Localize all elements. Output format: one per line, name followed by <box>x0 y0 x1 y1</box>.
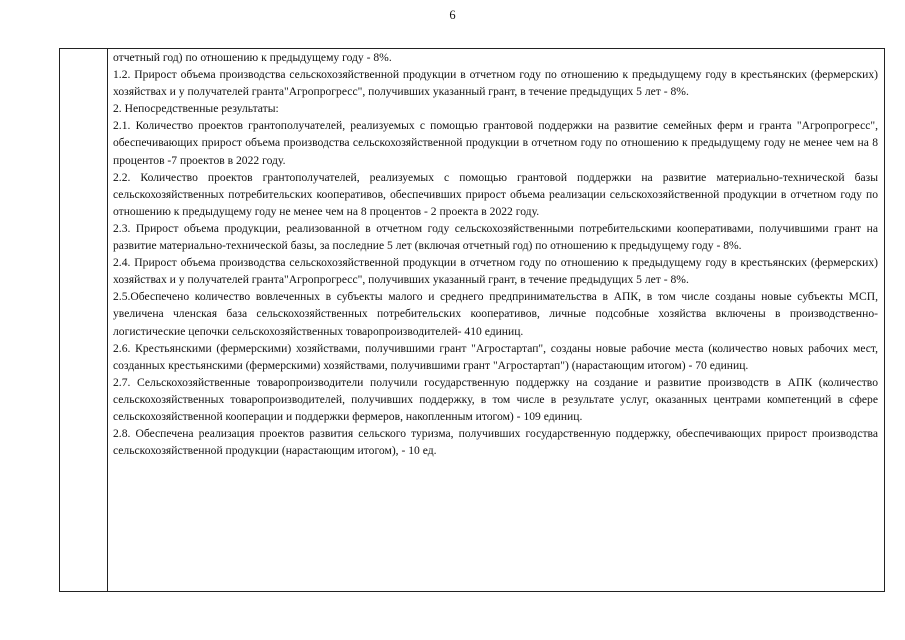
paragraph-2-5: 2.5.Обеспечено количество вовлеченных в субъекты малого и среднего предпринимательства в АПК, в том числе созданы новые субъекты МСП, увеличена членская база сельскохозяйственных потребительских кооперативов, личные подсобные хозяйства включены в производственно-логистические цепочки сельскохозяйственных товаропроизводителей- 410 единиц. <box>113 290 878 338</box>
paragraph-2-4: 2.4. Прирост объема производства сельскохозяйственной продукции в отчетном году по отношению к предыдущему году в крестьянских (фермерских) хозяйствах и у получателей гранта"Агропрогресс", получивших указанный грант, в течение предыдущих 5 лет - 8%. <box>113 256 878 287</box>
page-number: 6 <box>449 8 456 22</box>
paragraph-2-3: 2.3. Прирост объема продукции, реализованной в отчетном году сельскохозяйственными потребительскими кооперативами, получившими грант на развитие материально-технической базы, за последние 5 лет (включая отчетный год) по отношению к предыдущему году - 8%. <box>113 221 878 253</box>
paragraph-2-8: 2.8. Обеспечена реализация проектов развития сельского туризма, получивших государственную поддержку, обеспечивающих прирост производства сельскохозяйственной продукции (нарастающим итогом), - 10 ед. <box>113 427 878 458</box>
document-table <box>59 48 885 592</box>
paragraph-2-6: 2.6. Крестьянскими (фермерскими) хозяйствами, получившими грант "Агростартап", созданы новые рабочие места (количество новых рабочих мест, созданных крестьянскими (фермерскими) хозяйствами, получившими грант "Агростартап") (нарастающим итогом) - 70 единиц. <box>113 341 878 372</box>
table-left-column <box>60 49 108 591</box>
paragraph-2-heading: 2. Непосредственные результаты: <box>113 102 279 116</box>
paragraph-2-2: 2.2. Количество проектов грантополучателей, реализуемых с помощью грантовой поддержки на развитие материально-технической базы сельскохозяйственных потребительских кооперативов, обеспечивших прирост объема реализации сельскохозяйственной продукции в отчетном году по отношению к предыдущему году не менее чем на 8 процентов - 2 проекта в 2022 году. <box>113 170 878 218</box>
table-content-column <box>108 49 884 591</box>
paragraph-2-1: 2.1. Количество проектов грантополучателей, реализуемых с помощью грантовой поддержки на развитие семейных ферм и гранта "Агропрогресс", обеспечивающих прирост объема производства сельскохозяйственной продукции в отчетном году по отношению к предыдущему году не менее чем на 8 процентов -7 проектов в 2022 году. <box>113 119 878 167</box>
paragraph-1-2: 1.2. Прирост объема производства сельскохозяйственной продукции в отчетном году по отношению к предыдущему году в крестьянских (фермерских) хозяйствах и у получателей гранта"Агропрогресс", получивших указанный грант, в течение предыдущих 5 лет - 8%. <box>113 68 878 99</box>
paragraph-continuation: отчетный год) по отношению к предыдущему году - 8%. <box>113 51 392 64</box>
paragraph-2-7: 2.7. Сельскохозяйственные товаропроизводители получили государственную поддержку на создание и развитие производств в АПК (количество сельскохозяйственных товаропроизводителей, получивших поддержку, в том числе в результате услуг, оказанных центрами компетенций в сфере сельскохозяйственной кооперации и поддержки фермеров, накопленным итогом) - 109 единиц. <box>113 375 878 423</box>
